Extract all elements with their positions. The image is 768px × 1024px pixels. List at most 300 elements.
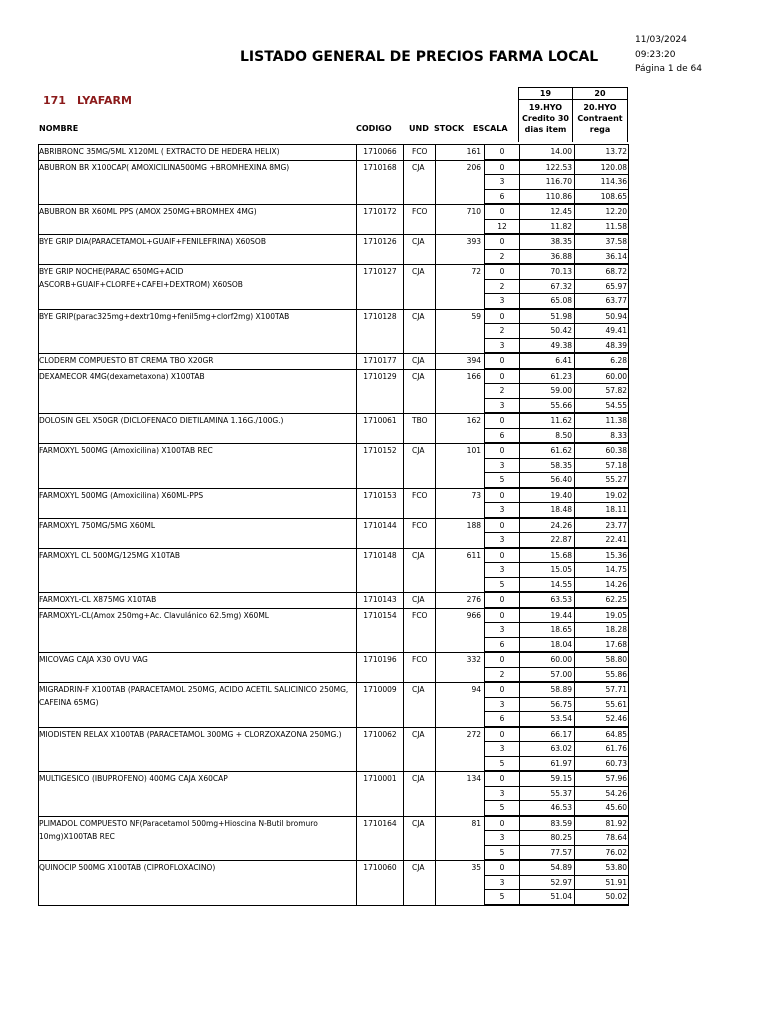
product-code: 1710177 [356, 354, 403, 369]
column-header-nombre: NOMBRE [39, 124, 79, 133]
product-item [38, 728, 629, 773]
price-contraentrega: 19.02 [574, 489, 629, 504]
product-code-cell [356, 220, 403, 235]
scale-value: 3 [484, 339, 519, 354]
price-contraentrega: 52.46 [574, 712, 629, 727]
product-name: QUINOCIP 500MG X100TAB (CIPROFLOXACINO) [39, 863, 216, 872]
price-credit: 66.17 [519, 728, 574, 743]
product-stock: 393 [435, 235, 484, 250]
scale-value: 3 [484, 399, 519, 414]
product-item [38, 653, 629, 683]
product-code-cell [356, 563, 403, 578]
product-stock: 59 [435, 310, 484, 325]
product-name: MIODISTEN RELAX X100TAB (PARACETAMOL 300MG + CLORZOXAZONA 250MG.) [39, 729, 342, 739]
scale-value: 6 [484, 429, 519, 444]
product-stock-cell [435, 563, 484, 578]
product-code-cell [356, 429, 403, 444]
product-code: 1710126 [356, 235, 403, 250]
product-name: BYE GRIP DIA(PARACETAMOL+GUAIF+FENILEFRINA) X60SOB [39, 237, 266, 246]
price-contraentrega: 78.64 [574, 831, 629, 846]
product-stock-cell [435, 250, 484, 265]
price-table [38, 144, 629, 906]
price-credit: 59.00 [519, 384, 574, 399]
scale-value: 5 [484, 846, 519, 861]
product-stock-cell [435, 220, 484, 235]
product-unit: CJA [403, 549, 435, 564]
product-item [38, 861, 629, 906]
scale-row [39, 787, 628, 802]
product-stock: 134 [435, 772, 484, 787]
product-code-cell [356, 831, 403, 846]
price-contraentrega: 60.38 [574, 444, 629, 459]
scale-value: 5 [484, 801, 519, 816]
scale-value: 3 [484, 623, 519, 638]
price-contraentrega: 61.76 [574, 742, 629, 757]
scale-row [39, 190, 628, 205]
product-code-cell [356, 787, 403, 802]
price-credit: 61.97 [519, 757, 574, 772]
scale-value: 0 [484, 728, 519, 743]
price-credit: 52.97 [519, 876, 574, 891]
product-code-cell [356, 801, 403, 816]
product-code: 1710060 [356, 861, 403, 876]
price-credit: 12.45 [519, 205, 574, 220]
product-unit: FCO [403, 489, 435, 504]
product-name: MIGRADRIN-F X100TAB (PARACETAMOL 250MG, ACIDO ACETIL SALICINICO 250MG, CAFEINA 65MG) [39, 685, 349, 707]
product-item [38, 310, 629, 355]
product-unit-cell [403, 220, 435, 235]
product-item [38, 609, 629, 654]
price-credit: 18.48 [519, 503, 574, 518]
scale-value: 3 [484, 533, 519, 548]
product-name: FARMOXYL 750MG/5MG X60ML [39, 520, 156, 530]
product-code: 1710148 [356, 549, 403, 564]
product-unit: CJA [403, 861, 435, 876]
product-name: ABUBRON BR X100CAP( AMOXICILINA500MG +BROMHEXINA 8MG) [39, 162, 290, 172]
product-code: 1710152 [356, 444, 403, 459]
product-code-cell [356, 503, 403, 518]
product-stock: 206 [435, 161, 484, 176]
product-item [38, 144, 629, 161]
price-contraentrega: 120.08 [574, 161, 629, 176]
product-code-cell [356, 250, 403, 265]
scale-value: 0 [484, 549, 519, 564]
price-contraentrega: 6.28 [574, 354, 629, 369]
price-contraentrega: 68.72 [574, 265, 629, 280]
scale-value: 3 [484, 787, 519, 802]
product-item [38, 414, 629, 444]
price-credit: 56.40 [519, 473, 574, 488]
price-contraentrega: 57.96 [574, 772, 629, 787]
price-column-number: 19 [519, 88, 572, 100]
price-contraentrega: 49.41 [574, 324, 629, 339]
product-stock: 94 [435, 683, 484, 698]
price-column-header-2 [572, 87, 628, 142]
scale-row [39, 324, 628, 339]
product-code-cell [356, 473, 403, 488]
product-code: 1710062 [356, 728, 403, 743]
product-code: 1710196 [356, 653, 403, 668]
price-credit: 58.89 [519, 683, 574, 698]
product-name: BYE GRIP NOCHE(PARAC 650MG+ACID ASCORB+GUAIF+CLORFE+CAFEI+DEXTROM) X60SOB [39, 267, 243, 289]
scale-row [39, 429, 628, 444]
scale-value: 3 [484, 175, 519, 190]
scale-value: 2 [484, 250, 519, 265]
product-unit: CJA [403, 354, 435, 369]
product-stock-cell [435, 533, 484, 548]
product-unit-cell [403, 294, 435, 309]
price-contraentrega: 48.39 [574, 339, 629, 354]
price-credit: 36.88 [519, 250, 574, 265]
scale-row [39, 459, 628, 474]
product-code: 1710128 [356, 310, 403, 325]
price-credit: 65.08 [519, 294, 574, 309]
page-title: LISTADO GENERAL DE PRECIOS FARMA LOCAL [240, 49, 599, 65]
scale-value: 3 [484, 294, 519, 309]
product-stock-cell [435, 339, 484, 354]
product-stock-cell [435, 698, 484, 713]
product-name: FARMOXYL 500MG (Amoxicilina) X100TAB REC [39, 446, 213, 455]
product-code: 1710066 [356, 145, 403, 160]
price-credit: 59.15 [519, 772, 574, 787]
price-contraentrega: 19.05 [574, 609, 629, 624]
price-credit: 83.59 [519, 817, 574, 832]
product-unit: CJA [403, 161, 435, 176]
product-unit-cell [403, 473, 435, 488]
price-contraentrega: 55.86 [574, 668, 629, 683]
product-unit: CJA [403, 444, 435, 459]
product-item [38, 205, 629, 235]
price-credit: 19.44 [519, 609, 574, 624]
product-code-cell [356, 638, 403, 653]
product-name: ABUBRON BR X60ML PPS (AMOX 250MG+BROMHEX 4MG) [39, 207, 257, 216]
product-stock-cell [435, 712, 484, 727]
product-unit: CJA [403, 235, 435, 250]
price-contraentrega: 17.68 [574, 638, 629, 653]
price-credit: 61.62 [519, 444, 574, 459]
price-contraentrega: 60.73 [574, 757, 629, 772]
scale-row [39, 578, 628, 593]
price-credit: 58.35 [519, 459, 574, 474]
product-unit-cell [403, 339, 435, 354]
product-unit-cell [403, 876, 435, 891]
scale-value: 0 [484, 310, 519, 325]
product-unit-cell [403, 399, 435, 414]
scale-value: 5 [484, 757, 519, 772]
product-unit: CJA [403, 728, 435, 743]
product-stock-cell [435, 742, 484, 757]
price-credit: 63.02 [519, 742, 574, 757]
scale-row [39, 638, 628, 653]
product-code-cell [356, 324, 403, 339]
scale-value: 2 [484, 324, 519, 339]
price-contraentrega: 23.77 [574, 519, 629, 534]
price-credit: 51.98 [519, 310, 574, 325]
product-stock-cell [435, 459, 484, 474]
price-credit: 80.25 [519, 831, 574, 846]
price-column-name: 20.HYO Contraent rega [577, 103, 623, 134]
price-credit: 61.23 [519, 370, 574, 385]
scale-row [39, 250, 628, 265]
product-unit: FCO [403, 653, 435, 668]
price-credit: 38.35 [519, 235, 574, 250]
product-unit-cell [403, 712, 435, 727]
product-unit-cell [403, 890, 435, 905]
product-code-cell [356, 890, 403, 905]
product-stock-cell [435, 190, 484, 205]
product-code-cell [356, 533, 403, 548]
price-contraentrega: 37.58 [574, 235, 629, 250]
price-credit: 51.04 [519, 890, 574, 905]
product-unit: FCO [403, 145, 435, 160]
price-contraentrega: 18.11 [574, 503, 629, 518]
product-stock-cell [435, 280, 484, 295]
product-code: 1710164 [356, 817, 403, 832]
price-credit: 18.04 [519, 638, 574, 653]
product-code-cell [356, 757, 403, 772]
scale-value: 3 [484, 876, 519, 891]
product-code-cell [356, 846, 403, 861]
price-contraentrega: 54.26 [574, 787, 629, 802]
price-credit: 54.89 [519, 861, 574, 876]
product-unit-cell [403, 623, 435, 638]
price-credit: 70.13 [519, 265, 574, 280]
scale-value: 3 [484, 563, 519, 578]
scale-value: 5 [484, 473, 519, 488]
product-code: 1710172 [356, 205, 403, 220]
scale-value: 0 [484, 519, 519, 534]
product-unit: TBO [403, 414, 435, 429]
product-stock: 710 [435, 205, 484, 220]
product-stock-cell [435, 623, 484, 638]
product-stock: 72 [435, 265, 484, 280]
price-credit: 6.41 [519, 354, 574, 369]
product-unit: CJA [403, 772, 435, 787]
product-stock-cell [435, 324, 484, 339]
scale-value: 3 [484, 503, 519, 518]
product-stock: 394 [435, 354, 484, 369]
product-stock: 332 [435, 653, 484, 668]
product-stock: 272 [435, 728, 484, 743]
print-date: 11/03/2024 [635, 35, 687, 45]
product-stock-cell [435, 384, 484, 399]
price-credit: 8.50 [519, 429, 574, 444]
product-item [38, 489, 629, 519]
product-stock: 166 [435, 370, 484, 385]
product-stock-cell [435, 668, 484, 683]
scale-row [39, 294, 628, 309]
page-indicator: Página 1 de 64 [635, 64, 702, 74]
price-contraentrega: 8.33 [574, 429, 629, 444]
product-stock-cell [435, 294, 484, 309]
scale-row [39, 339, 628, 354]
product-name: ABRIBRONC 35MG/5ML X120ML ( EXTRACTO DE HEDERA HELIX) [39, 147, 280, 156]
scale-value: 5 [484, 578, 519, 593]
product-stock: 161 [435, 145, 484, 160]
product-stock: 162 [435, 414, 484, 429]
scale-value: 0 [484, 772, 519, 787]
product-item [38, 549, 629, 594]
price-contraentrega: 14.26 [574, 578, 629, 593]
product-unit-cell [403, 250, 435, 265]
price-credit: 24.26 [519, 519, 574, 534]
price-contraentrega: 57.82 [574, 384, 629, 399]
scale-row [39, 712, 628, 727]
product-code-cell [356, 698, 403, 713]
product-unit-cell [403, 578, 435, 593]
price-contraentrega: 50.94 [574, 310, 629, 325]
price-contraentrega: 14.75 [574, 563, 629, 578]
price-credit: 14.00 [519, 145, 574, 160]
price-contraentrega: 58.80 [574, 653, 629, 668]
price-column-name: 19.HYO Credito 30 dias item [522, 103, 569, 134]
scale-row [39, 503, 628, 518]
price-credit: 18.65 [519, 623, 574, 638]
price-contraentrega: 50.02 [574, 890, 629, 905]
price-contraentrega: 53.80 [574, 861, 629, 876]
scale-value: 0 [484, 354, 519, 369]
product-stock-cell [435, 578, 484, 593]
product-item [38, 772, 629, 817]
price-contraentrega: 18.28 [574, 623, 629, 638]
price-contraentrega: 76.02 [574, 846, 629, 861]
product-name: FARMOXYL-CL X875MG X10TAB [39, 595, 157, 604]
product-unit-cell [403, 757, 435, 772]
product-item [38, 519, 629, 549]
product-code-cell [356, 294, 403, 309]
scale-value: 6 [484, 712, 519, 727]
price-contraentrega: 108.65 [574, 190, 629, 205]
scale-row [39, 399, 628, 414]
product-stock: 81 [435, 817, 484, 832]
product-stock-cell [435, 429, 484, 444]
product-code-cell [356, 190, 403, 205]
scale-value: 0 [484, 265, 519, 280]
column-header-stock: STOCK [434, 124, 465, 133]
product-stock-cell [435, 876, 484, 891]
product-item [38, 444, 629, 489]
product-item [38, 817, 629, 862]
product-stock: 276 [435, 593, 484, 608]
product-code-cell [356, 668, 403, 683]
scale-row [39, 563, 628, 578]
product-code: 1710009 [356, 683, 403, 698]
product-unit-cell [403, 533, 435, 548]
product-item [38, 683, 629, 728]
product-code-cell [356, 578, 403, 593]
product-code-cell [356, 876, 403, 891]
product-unit-cell [403, 190, 435, 205]
product-stock-cell [435, 638, 484, 653]
price-credit: 15.05 [519, 563, 574, 578]
product-stock: 611 [435, 549, 484, 564]
product-code-cell [356, 712, 403, 727]
product-unit-cell [403, 280, 435, 295]
price-contraentrega: 45.60 [574, 801, 629, 816]
scale-row [39, 668, 628, 683]
product-name: CLODERM COMPUESTO BT CREMA TBO X20GR [39, 356, 214, 365]
price-contraentrega: 62.25 [574, 593, 629, 608]
product-name: DOLOSIN GEL X50GR (DICLOFENACO DIETILAMINA 1.16G./100G.) [39, 416, 284, 425]
product-unit-cell [403, 459, 435, 474]
price-contraentrega: 13.72 [574, 145, 629, 160]
product-code: 1710154 [356, 609, 403, 624]
price-credit: 55.37 [519, 787, 574, 802]
scale-value: 0 [484, 861, 519, 876]
product-item [38, 354, 629, 370]
product-unit-cell [403, 698, 435, 713]
product-name: FARMOXYL-CL(Amox 250mg+Ac. Clavulánico 62.5mg) X60ML [39, 610, 269, 620]
scale-value: 3 [484, 742, 519, 757]
product-unit-cell [403, 503, 435, 518]
price-credit: 19.40 [519, 489, 574, 504]
scale-row [39, 473, 628, 488]
price-contraentrega: 54.55 [574, 399, 629, 414]
product-code-cell [356, 742, 403, 757]
price-credit: 77.57 [519, 846, 574, 861]
product-item [38, 161, 629, 206]
product-stock-cell [435, 831, 484, 846]
product-unit: FCO [403, 609, 435, 624]
price-contraentrega: 51.91 [574, 876, 629, 891]
scale-value: 0 [484, 653, 519, 668]
product-item [38, 370, 629, 415]
product-name: FARMOXYL CL 500MG/125MG X10TAB [39, 550, 181, 560]
scale-value: 0 [484, 593, 519, 608]
scale-value: 3 [484, 831, 519, 846]
price-credit: 110.86 [519, 190, 574, 205]
scale-value: 2 [484, 668, 519, 683]
product-stock: 966 [435, 609, 484, 624]
product-unit: CJA [403, 370, 435, 385]
price-credit: 56.75 [519, 698, 574, 713]
price-credit: 22.87 [519, 533, 574, 548]
price-contraentrega: 114.36 [574, 175, 629, 190]
scale-value: 3 [484, 459, 519, 474]
scale-value: 0 [484, 145, 519, 160]
product-name: MICOVAG CAJA X30 OVU VAG [39, 655, 148, 664]
product-name: BYE GRIP(parac325mg+dextr10mg+fenil5mg+clorf2mg) X100TAB [39, 311, 290, 321]
product-name: FARMOXYL 500MG (Amoxicilina) X60ML-PPS [39, 490, 204, 500]
price-credit: 63.53 [519, 593, 574, 608]
product-unit-cell [403, 638, 435, 653]
product-unit-cell [403, 324, 435, 339]
product-code: 1710168 [356, 161, 403, 176]
product-unit-cell [403, 668, 435, 683]
price-credit: 116.70 [519, 175, 574, 190]
product-unit-cell [403, 175, 435, 190]
price-contraentrega: 64.85 [574, 728, 629, 743]
product-unit: CJA [403, 310, 435, 325]
product-unit: FCO [403, 519, 435, 534]
product-unit-cell [403, 846, 435, 861]
price-column-header-1 [518, 87, 573, 142]
scale-value: 0 [484, 444, 519, 459]
product-unit: CJA [403, 683, 435, 698]
product-code: 1710129 [356, 370, 403, 385]
product-code: 1710001 [356, 772, 403, 787]
product-stock: 188 [435, 519, 484, 534]
price-contraentrega: 55.27 [574, 473, 629, 488]
print-time: 09:23:20 [635, 50, 676, 60]
scale-value: 6 [484, 638, 519, 653]
price-credit: 67.32 [519, 280, 574, 295]
product-stock: 73 [435, 489, 484, 504]
product-unit-cell [403, 384, 435, 399]
product-stock-cell [435, 399, 484, 414]
price-credit: 55.66 [519, 399, 574, 414]
price-credit: 122.53 [519, 161, 574, 176]
